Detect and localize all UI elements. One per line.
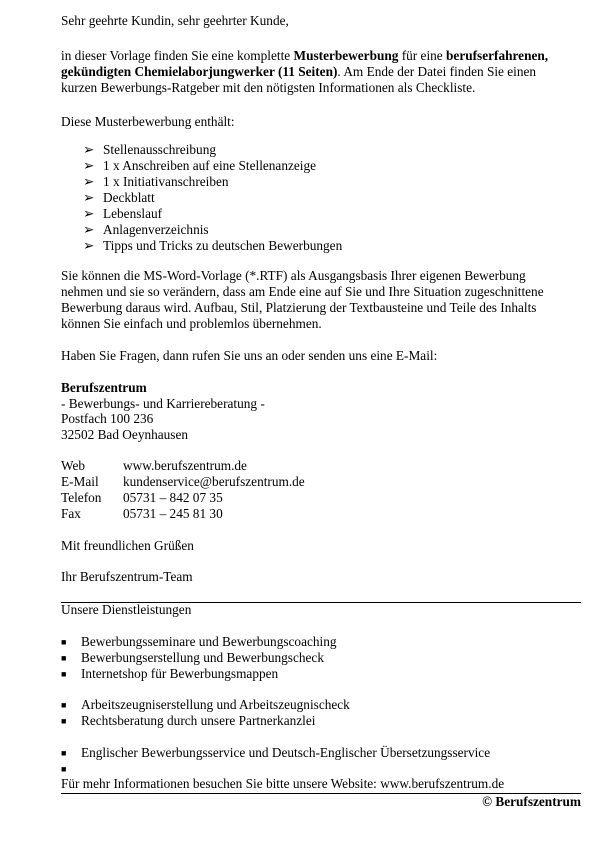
square-bullet-icon: ■ — [61, 637, 67, 647]
arrow-bullet-icon: ➢ — [83, 222, 95, 237]
arrow-bullet-icon: ➢ — [83, 238, 95, 253]
postbox: Postfach 100 236 — [61, 411, 154, 426]
intro-bold-berufserfahren: berufserfahrenen, — [446, 48, 549, 63]
square-bullet-icon: ■ — [61, 700, 67, 710]
word-paragraph-line: können Sie einfach und problemlos übernehmen. — [61, 316, 322, 331]
arrow-bullet-icon: ➢ — [83, 174, 95, 189]
services-title: Unsere Dienstleistungen — [61, 602, 192, 617]
arrow-bullet-icon: ➢ — [83, 190, 95, 205]
website-link[interactable]: www.berufszentrum.de — [123, 458, 247, 473]
arrow-bullet-icon: ➢ — [83, 142, 95, 157]
intro-line-3: kurzen Bewerbungs-Ratgeber mit den nötigsten Informationen als Checkliste. — [61, 80, 476, 95]
company-subtitle: - Bewerbungs- und Karriereberatung - — [61, 396, 265, 411]
company-name: Berufszentrum — [61, 380, 147, 395]
intro-text: . Am Ende der Datei finden Sie einen — [337, 64, 537, 79]
intro-line-1 — [61, 48, 548, 64]
signature: Ihr Berufszentrum-Team — [61, 569, 193, 584]
square-bullet-icon: ■ — [61, 764, 67, 774]
square-bullet-icon: ■ — [61, 748, 67, 758]
intro-text: in dieser Vorlage finden Sie eine komplette — [61, 48, 294, 63]
contents-label: Diese Musterbewerbung enthält: — [61, 114, 235, 129]
arrow-bullet-icon: ➢ — [83, 206, 95, 221]
square-bullet-icon: ■ — [61, 653, 67, 663]
arrow-bullet-icon: ➢ — [83, 158, 95, 173]
word-paragraph-line: Sie können die MS-Word-Vorlage (*.RTF) als Ausgangsbasis Ihrer eigenen Bewerbung — [61, 268, 526, 283]
word-paragraph-line: Bewerbung daraus wird. Aufbau, Stil, Platzierung der Textbausteine und Teile des Inhalts — [61, 300, 537, 315]
questions-text: Haben Sie Fragen, dann rufen Sie uns an oder senden uns eine E-Mail: — [61, 348, 438, 363]
intro-line-2 — [61, 64, 536, 80]
intro-bold-musterbewerbung: Musterbewerbung — [293, 48, 399, 63]
more-info: Für mehr Informationen besuchen Sie bitte unsere Website: www.berufszentrum.de — [61, 776, 505, 791]
square-bullet-icon: ■ — [61, 716, 67, 726]
closing: Mit freundlichen Grüßen — [61, 538, 194, 553]
copyright: © Berufszentrum — [482, 794, 581, 809]
greeting: Sehr geehrte Kundin, sehr geehrter Kunde, — [61, 13, 289, 28]
email-link[interactable]: kundenservice@berufszentrum.de — [123, 474, 305, 489]
intro-bold-job-title: gekündigten Chemielaborjungwerker (11 Seiten) — [61, 64, 338, 79]
city: 32502 Bad Oeynhausen — [61, 427, 189, 442]
square-bullet-icon: ■ — [61, 669, 67, 679]
intro-text: für eine — [398, 48, 447, 63]
word-paragraph-line: nehmen und sie so verändern, dass am Ende eine auf Sie und Ihre Situation zugeschnittene — [61, 284, 544, 299]
